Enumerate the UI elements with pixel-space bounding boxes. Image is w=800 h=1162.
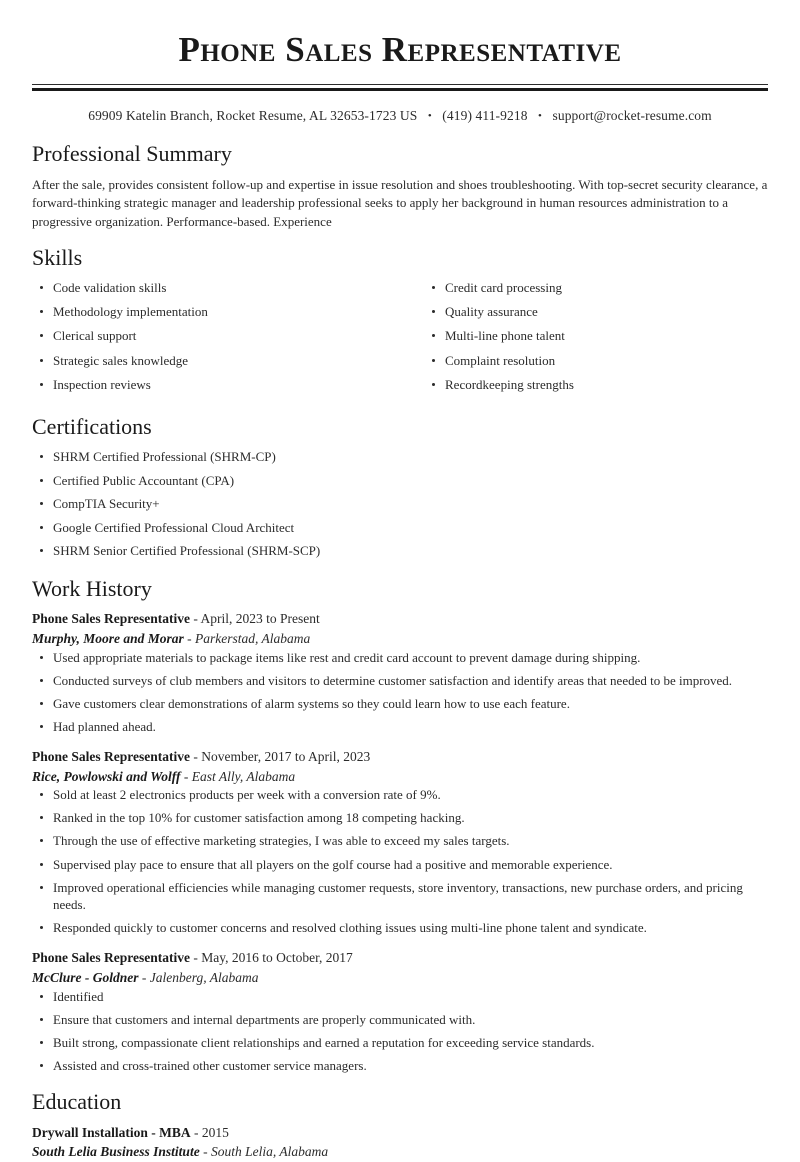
list-item: Gave customers clear demonstrations of alarm systems so they could learn how to use each feature. xyxy=(32,695,768,713)
list-item: Conducted surveys of club members and visitors to determine customer satisfaction and identify areas that needed to be improved. xyxy=(32,672,768,690)
job-bullets-list xyxy=(32,786,768,936)
list-item: Responded quickly to customer concerns and resolved clothing issues using multi-line phone talent and syndicate. xyxy=(32,919,768,937)
contact-email[interactable]: support@rocket-resume.com xyxy=(552,108,712,124)
job-heading xyxy=(32,949,768,968)
section-title-education: Education xyxy=(32,1089,122,1115)
section-title-skills: Skills xyxy=(32,245,83,270)
job-dash: - xyxy=(180,768,192,784)
work-history-entry xyxy=(32,949,768,1074)
work-history-entry xyxy=(32,748,768,937)
list-item: Google Certified Professional Cloud Architect xyxy=(32,519,768,537)
summary-text: After the sale, provides consistent follow-up and expertise in issue resolution and shoes troubleshooting. With top-secret security clearance, a forward-thinking strategic manager and leadership professional seeks to apply her background in human resources administration to a progressive organization. Performance-based. Experience xyxy=(32,176,768,229)
job-subheading xyxy=(32,969,768,988)
contact-line xyxy=(32,108,768,124)
skills-column-right xyxy=(400,279,768,399)
list-item: Improved operational efficiencies while managing customer requests, store inventory, transactions, new purchase orders, and pricing needs. xyxy=(32,879,768,914)
list-item: Methodology implementation xyxy=(32,303,400,321)
job-dash: - xyxy=(138,969,150,985)
work-history-entry xyxy=(32,610,768,735)
section-work-history xyxy=(32,576,768,1074)
job-dates: November, 2017 to April, 2023 xyxy=(201,748,371,764)
list-item: Inspection reviews xyxy=(32,376,400,394)
education-school: South Lelia Business Institute xyxy=(32,1144,200,1160)
job-dates: May, 2016 to October, 2017 xyxy=(201,949,353,965)
job-role: Phone Sales Representative xyxy=(32,949,190,965)
list-item: Ensure that customers and internal departments are properly communicated with. xyxy=(32,1011,768,1029)
job-bullets-list xyxy=(32,988,768,1075)
section-professional-summary xyxy=(32,141,768,231)
list-item: Strategic sales knowledge xyxy=(32,352,400,370)
list-item: Multi-line phone talent xyxy=(424,327,768,345)
job-location: East Ally, Alabama xyxy=(191,768,296,784)
contact-address: 69909 Katelin Branch, Rocket Resume, AL 32653-1723 US xyxy=(88,108,418,124)
job-role: Phone Sales Representative xyxy=(32,611,190,627)
education-entry xyxy=(32,1124,768,1162)
job-location: Jalenberg, Alabama xyxy=(149,969,259,985)
section-education xyxy=(32,1089,768,1162)
list-item: Credit card processing xyxy=(424,279,768,297)
list-item: Ranked in the top 10% for customer satisfaction among 18 competing hacking. xyxy=(32,809,768,827)
education-year: 2015 xyxy=(201,1124,229,1140)
list-item: SHRM Certified Professional (SHRM-CP) xyxy=(32,448,768,466)
education-degree: Drywall Installation - MBA xyxy=(32,1124,191,1140)
education-subheading xyxy=(32,1143,768,1162)
list-item: Certified Public Accountant (CPA) xyxy=(32,472,768,490)
job-subheading xyxy=(32,630,768,649)
list-item: Assisted and cross-trained other customer service managers. xyxy=(32,1057,768,1075)
list-item: Identified xyxy=(32,988,768,1006)
list-item: SHRM Senior Certified Professional (SHRM-SCP) xyxy=(32,542,768,560)
job-dash: - xyxy=(190,611,201,627)
list-item: Used appropriate materials to package items like rest and credit card account to prevent damage during shipping. xyxy=(32,649,768,667)
section-title-summary: Professional Summary xyxy=(32,141,232,167)
contact-separator-1: • xyxy=(427,110,432,123)
list-item: Sold at least 2 electronics products per week with a conversion rate of 9%. xyxy=(32,786,768,804)
list-item: Built strong, compassionate client relationships and earned a reputation for exceeding service standards. xyxy=(32,1034,768,1052)
list-item: Had planned ahead. xyxy=(32,718,768,736)
job-dates: April, 2023 to Present xyxy=(200,611,320,627)
section-title-work-history: Work History xyxy=(32,575,152,601)
divider-thick-rule xyxy=(32,88,768,91)
list-item: Clerical support xyxy=(32,327,400,345)
education-dash: - xyxy=(190,1124,202,1140)
contact-separator-2: • xyxy=(538,110,542,123)
job-dash: - xyxy=(183,631,196,647)
list-item: Through the use of effective marketing strategies, I was able to exceed my sales targets. xyxy=(32,832,768,850)
list-item: Complaint resolution xyxy=(424,352,768,370)
section-certifications xyxy=(32,414,768,560)
education-dash: - xyxy=(199,1144,211,1160)
list-item: Code validation skills xyxy=(32,279,400,297)
education-heading xyxy=(32,1124,768,1143)
job-company: McClure - Goldner xyxy=(32,969,139,985)
header-divider xyxy=(32,84,768,91)
job-heading xyxy=(32,748,768,767)
list-item: CompTIA Security+ xyxy=(32,495,768,513)
page-title: Phone Sales Representative xyxy=(178,30,622,69)
list-item: Supervised play pace to ensure that all players on the golf course had a positive and memorable experience. xyxy=(32,856,768,874)
job-company: Rice, Powlowski and Wolff xyxy=(32,768,181,784)
certifications-list xyxy=(32,448,768,560)
skills-columns xyxy=(32,279,768,399)
job-company: Murphy, Moore and Morar xyxy=(32,631,184,647)
education-location: South Lelia, Alabama xyxy=(210,1144,329,1160)
job-role: Phone Sales Representative xyxy=(32,748,190,764)
job-dash: - xyxy=(190,748,202,764)
skills-list-right xyxy=(424,279,768,393)
job-subheading xyxy=(32,768,768,787)
skills-column-left xyxy=(32,279,400,399)
skills-list-left xyxy=(32,279,400,393)
job-location: Parkerstad, Alabama xyxy=(195,631,311,647)
list-item: Recordkeeping strengths xyxy=(424,376,768,394)
list-item: Quality assurance xyxy=(424,303,768,321)
contact-phone[interactable]: (419) 411-9218 xyxy=(442,108,528,124)
job-dash: - xyxy=(190,949,202,965)
section-title-certifications: Certifications xyxy=(32,413,152,439)
job-bullets-list xyxy=(32,649,768,736)
job-heading xyxy=(32,610,768,629)
section-skills xyxy=(32,245,768,400)
